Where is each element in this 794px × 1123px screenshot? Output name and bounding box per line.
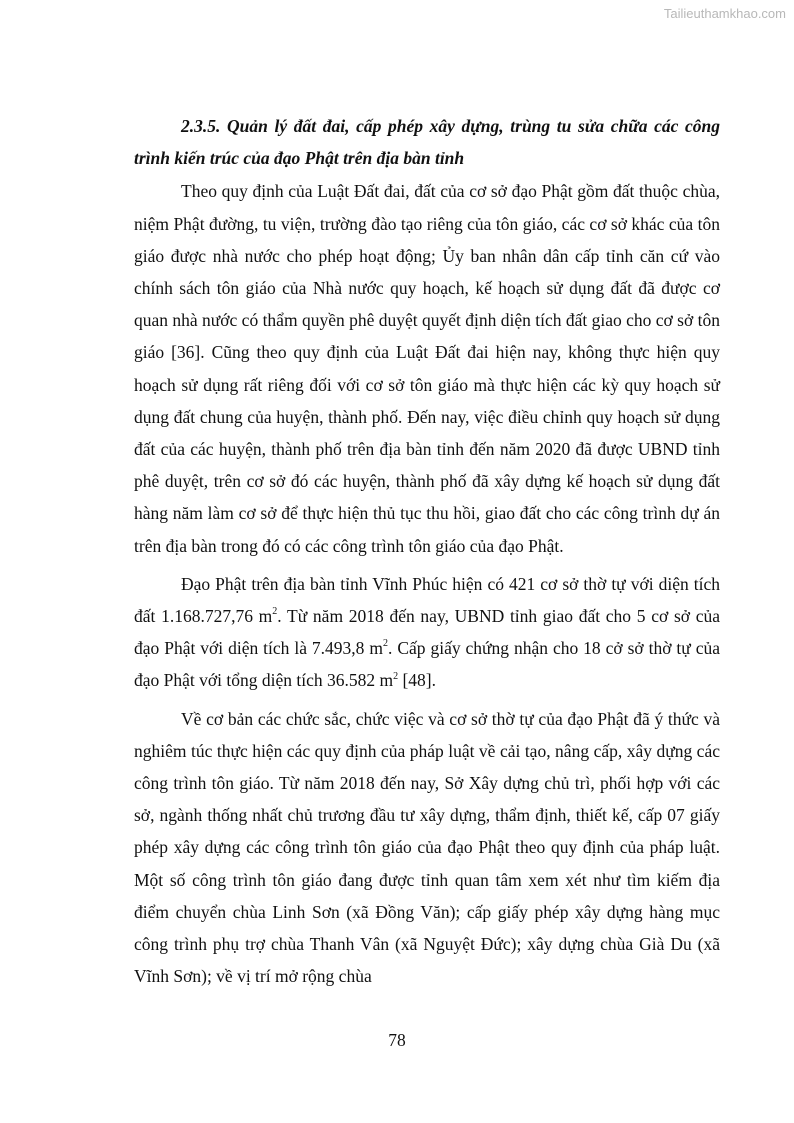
page-number: 78	[388, 1030, 406, 1050]
text-segment: Đạo Phật trên địa bàn tỉnh Vĩnh Phúc hiện có 421 cơ sở thờ tự với diện tích đất 1.168.727,76 m	[134, 573, 720, 627]
text-segment: . Cấp giấy chứng nhận cho 18 cở sở thờ tự của đạo Phật với tổng diện tích 36.582 m	[134, 638, 720, 691]
paragraph-land-law: Theo quy định của Luật Đất đai, đất của cơ sở đạo Phật gồm đất thuộc chùa, niệm Phật đường, tu viện, trường đào tạo riêng của tôn giáo, các cơ sở khác của tôn giáo được nhà nước cho phép hoạt động; Ủy ban nhân dân cấp tỉnh căn cứ vào chính sách tôn giáo của Nhà nước quy hoạch, kế hoạch sử dụng đất đã được cơ quan nhà nước có thẩm quyền phê duyệt quyết định diện tích đất giao cho cơ sở tôn giáo [36]. Cũng theo quy định của Luật Đất đai hiện nay, không thực hiện quy hoạch sử dụng rất riêng đối với cơ sở tôn giáo mà thực hiện các kỳ quy hoạch sử dụng đất chung của huyện, thành phố. Đến nay, việc điều chỉnh quy hoạch sử dụng đất của các huyện, thành phố trên địa bàn tỉnh đến năm 2020 đã được UBND tỉnh phê duyệt, trên cơ sở đó các huyện, thành phố đã xây dựng kế hoạch sử dụng đất hàng năm làm cơ sở để thực hiện thủ tục thu hồi, giao đất cho các công trình dự án trên địa bàn trong đó có các công trình tôn giáo của đạo Phật.	[134, 181, 720, 556]
superscript: 2	[272, 606, 278, 618]
text-segment: . Từ năm 2018 đến nay, UBND tỉnh giao đất cho 5 cơ sở của đạo Phật với diện tích là 7.493,8 m	[134, 606, 720, 659]
watermark: Tailieuthamkhao.com	[663, 6, 786, 21]
paragraph-land-statistics	[134, 568, 720, 697]
superscript: 2	[383, 638, 388, 650]
text-segment: [48].	[398, 670, 436, 691]
paragraph-construction: Về cơ bản các chức sắc, chức việc và cơ sở thờ tự của đạo Phật đã ý thức và nghiêm túc thực hiện các quy định của pháp luật về cải tạo, nâng cấp, xây dựng các công trình tôn giáo. Từ năm 2018 đến nay, Sở Xây dựng chủ trì, phối hợp với các sở, ngành thống nhất chủ trương đầu tư xây dựng, thẩm định, thiết kế, cấp 07 giấy phép xây dựng các công trình tôn giáo của đạo Phật theo quy định của pháp luật. Một số công trình tôn giáo đang được tỉnh quan tâm xem xét như tìm kiếm địa điểm chuyển chùa Linh Sơn (xã Đồng Văn); cấp giấy phép xây dựng hàng mục công trình phụ trợ chùa Thanh Vân (xã Nguyệt Đức); xây dựng chùa Già Du (xã Vĩnh Sơn); về vị trí mở rộng chùa	[134, 708, 720, 987]
superscript: 2	[393, 670, 399, 682]
section-heading: 2.3.5. Quản lý đất đai, cấp phép xây dựng, trùng tu sửa chữa các công trình kiến trúc của đạo Phật trên địa bàn tỉnh	[134, 116, 720, 169]
document-body	[134, 110, 720, 998]
